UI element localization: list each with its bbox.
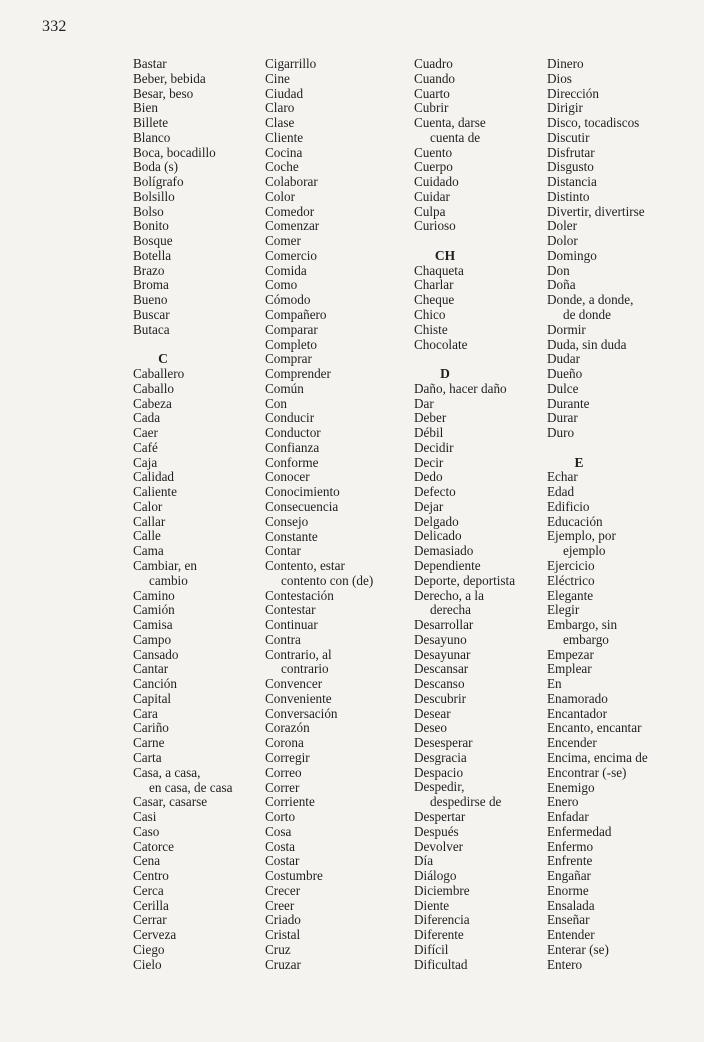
word-entry: Comprar bbox=[265, 351, 312, 367]
word-entry: Doler bbox=[547, 218, 578, 234]
word-entry: Contra bbox=[265, 631, 301, 647]
word-entry: Edad bbox=[547, 484, 575, 500]
word-entry: Buscar bbox=[133, 307, 170, 323]
word-entry-line: Donde, a donde, bbox=[547, 292, 634, 308]
word-entry: Corazón bbox=[265, 720, 310, 736]
word-entry: Ciudad bbox=[265, 85, 304, 101]
word-entry-continuation: cambio bbox=[149, 572, 188, 588]
word-entry: Dirigir bbox=[547, 100, 583, 116]
word-entry-continuation: cuenta de bbox=[430, 129, 481, 145]
section-letter: CH bbox=[434, 247, 456, 263]
word-entry: Cine bbox=[265, 70, 290, 86]
word-entry: Billete bbox=[133, 115, 169, 131]
word-entry: Enorme bbox=[547, 882, 589, 898]
word-entry: Dirección bbox=[547, 85, 599, 101]
word-entry: Delicado bbox=[414, 528, 462, 544]
word-entry: Charlar bbox=[414, 277, 454, 293]
word-entry: Conocer bbox=[265, 469, 310, 485]
word-entry: Chocolate bbox=[414, 336, 468, 352]
word-entry: Descubrir bbox=[414, 690, 466, 706]
word-entry: Diálogo bbox=[414, 868, 457, 884]
word-entry: Caballo bbox=[133, 380, 175, 396]
word-entry-line: Cuenta, darse bbox=[414, 115, 486, 131]
word-entry: Completo bbox=[265, 336, 318, 352]
word-entry: Don bbox=[547, 262, 570, 278]
word-entry: Costumbre bbox=[265, 868, 323, 884]
word-entry: Bolígrafo bbox=[133, 174, 184, 190]
word-entry: Boca, bocadillo bbox=[133, 144, 216, 160]
word-entry: Centro bbox=[133, 868, 169, 884]
section-letter: C bbox=[158, 351, 168, 367]
word-entry: Cheque bbox=[414, 292, 455, 308]
word-entry: Callar bbox=[133, 513, 166, 529]
word-entry: Capital bbox=[133, 690, 172, 706]
word-entry: Constante bbox=[265, 528, 318, 544]
word-entry: Cliente bbox=[265, 129, 304, 145]
word-entry: Comparar bbox=[265, 321, 318, 337]
word-entry: Clase bbox=[265, 115, 295, 131]
word-entry: Consecuencia bbox=[265, 498, 339, 514]
word-entry: Coche bbox=[265, 159, 299, 175]
word-entry: Cigarrillo bbox=[265, 56, 317, 71]
word-entry: Boda (s) bbox=[133, 159, 179, 175]
word-entry: Blanco bbox=[133, 129, 171, 145]
word-entry: Dejar bbox=[414, 498, 444, 514]
word-entry-line: Derecho, a la bbox=[414, 587, 484, 603]
word-entry bbox=[547, 618, 697, 648]
word-entry: Corto bbox=[265, 809, 296, 825]
word-entry: Casar, casarse bbox=[133, 794, 208, 810]
word-entry: Enero bbox=[547, 794, 579, 810]
word-entry: Casi bbox=[133, 809, 157, 825]
word-entry: Cielo bbox=[133, 956, 162, 972]
word-entry bbox=[265, 559, 405, 589]
word-entry: Desarrollar bbox=[414, 617, 474, 633]
word-entry: Bueno bbox=[133, 292, 168, 308]
word-entry: Domingo bbox=[547, 247, 597, 263]
word-entry: Con bbox=[265, 395, 287, 411]
word-entry bbox=[265, 648, 405, 678]
word-entry: Correr bbox=[265, 779, 300, 795]
word-column-1 bbox=[133, 57, 251, 972]
word-entry: Catorce bbox=[133, 838, 175, 854]
word-entry: Conversación bbox=[265, 705, 338, 721]
word-entry-line: Contrario, al bbox=[265, 646, 332, 662]
word-entry-continuation: en casa, de casa bbox=[149, 779, 233, 795]
word-entry: Dar bbox=[414, 395, 434, 411]
word-entry: Enamorado bbox=[547, 690, 608, 706]
word-entry: Conductor bbox=[265, 425, 321, 441]
word-entry: Ensalada bbox=[547, 897, 595, 913]
section-gap bbox=[414, 234, 539, 249]
word-entry-continuation: contrario bbox=[281, 661, 329, 677]
word-entry: Beber, bebida bbox=[133, 70, 206, 86]
word-entry: Conocimiento bbox=[265, 484, 340, 500]
word-entry: Contar bbox=[265, 543, 301, 559]
word-entry: Enfadar bbox=[547, 809, 589, 825]
word-entry: Ejercicio bbox=[547, 558, 595, 574]
word-entry: Bolsillo bbox=[133, 188, 175, 204]
word-entry: Cubrir bbox=[414, 100, 449, 116]
word-entry: Diferencia bbox=[414, 912, 470, 928]
word-entry: Comprender bbox=[265, 366, 331, 382]
word-entry: Calidad bbox=[133, 469, 175, 485]
word-entry-continuation: contento con (de) bbox=[281, 572, 374, 588]
word-entry: Correo bbox=[265, 764, 302, 780]
word-entry: Deporte, deportista bbox=[414, 572, 516, 588]
word-entry: Divertir, divertirse bbox=[547, 203, 645, 219]
word-entry bbox=[414, 116, 539, 146]
word-entry bbox=[547, 529, 697, 559]
word-entry: Culpa bbox=[414, 203, 446, 219]
word-entry: Botella bbox=[133, 247, 172, 263]
word-entry: Cariño bbox=[133, 720, 169, 736]
word-entry: Cosa bbox=[265, 823, 292, 839]
word-entry: Campo bbox=[133, 631, 172, 647]
word-entry: Caliente bbox=[133, 484, 177, 500]
word-entry: Diente bbox=[414, 897, 450, 913]
word-entry: Camisa bbox=[133, 617, 173, 633]
word-entry: Encantador bbox=[547, 705, 608, 721]
word-entry-continuation: ejemplo bbox=[563, 543, 606, 559]
word-entry: Cristal bbox=[265, 927, 301, 943]
word-entry: Calle bbox=[133, 528, 161, 544]
word-entry: Butaca bbox=[133, 321, 170, 337]
word-entry: Bastar bbox=[133, 56, 167, 71]
word-entry: Durante bbox=[547, 395, 590, 411]
word-entry: Colaborar bbox=[265, 174, 318, 190]
word-entry-continuation: despedirse de bbox=[430, 794, 502, 810]
word-entry: Cantar bbox=[133, 661, 169, 677]
word-entry: Desesperar bbox=[414, 735, 473, 751]
word-entry: Corriente bbox=[265, 794, 315, 810]
word-entry: Débil bbox=[414, 425, 444, 441]
word-entry: Dudar bbox=[547, 351, 580, 367]
word-entry: Criado bbox=[265, 912, 301, 928]
word-entry: Conducir bbox=[265, 410, 315, 426]
word-entry: Conforme bbox=[265, 454, 319, 470]
word-entry: Comercio bbox=[265, 247, 318, 263]
word-entry: Encender bbox=[547, 735, 597, 751]
word-entry: Despacio bbox=[414, 764, 464, 780]
word-entry: Crecer bbox=[265, 882, 301, 898]
word-entry: Devolver bbox=[414, 838, 464, 854]
word-entry bbox=[414, 589, 539, 619]
word-entry: Cuadro bbox=[414, 56, 453, 71]
word-entry: Costar bbox=[265, 853, 300, 869]
word-entry: Compañero bbox=[265, 307, 327, 323]
word-entry: Camión bbox=[133, 602, 175, 618]
word-entry: Cerrar bbox=[133, 912, 167, 928]
word-entry: Cuidar bbox=[414, 188, 450, 204]
word-entry: Después bbox=[414, 823, 459, 839]
word-entry: Ciego bbox=[133, 941, 165, 957]
word-entry: Bonito bbox=[133, 218, 169, 234]
word-entry: Dolor bbox=[547, 233, 578, 249]
word-entry: Color bbox=[265, 188, 296, 204]
word-entry: Descansar bbox=[414, 661, 469, 677]
word-entry: Dificultad bbox=[414, 956, 468, 972]
word-entry: Caer bbox=[133, 425, 158, 441]
word-entry: Entender bbox=[547, 927, 595, 943]
word-entry: Convencer bbox=[265, 676, 323, 692]
word-entry: Cómodo bbox=[265, 292, 311, 308]
word-entry: Despertar bbox=[414, 809, 466, 825]
word-entry: Corregir bbox=[265, 749, 310, 765]
word-entry: Elegir bbox=[547, 602, 580, 618]
word-entry: Cuarto bbox=[414, 85, 450, 101]
word-entry: Cuento bbox=[414, 144, 453, 160]
word-entry: Desear bbox=[414, 705, 451, 721]
word-entry: Demasiado bbox=[414, 543, 474, 559]
word-entry: Encontrar (-se) bbox=[547, 764, 627, 780]
word-entry-line: Embargo, sin bbox=[547, 617, 618, 633]
word-entry: Dueño bbox=[547, 366, 583, 382]
word-entry: Corona bbox=[265, 735, 304, 751]
word-entry: Decidir bbox=[414, 439, 454, 455]
word-entry: Caballero bbox=[133, 366, 185, 382]
word-entry: Besar, beso bbox=[133, 85, 194, 101]
word-column-3 bbox=[414, 57, 539, 972]
word-entry bbox=[133, 766, 251, 796]
word-entry: Dedo bbox=[414, 469, 443, 485]
word-entry: Doña bbox=[547, 277, 576, 293]
word-entry: Consejo bbox=[265, 513, 309, 529]
word-entry-line: Cambiar, en bbox=[133, 558, 197, 574]
word-entry: Entero bbox=[547, 956, 583, 972]
word-entry: Contestar bbox=[265, 602, 316, 618]
word-entry: Claro bbox=[265, 100, 295, 116]
word-entry: Eléctrico bbox=[547, 572, 595, 588]
word-entry: Caso bbox=[133, 823, 160, 839]
word-entry: Comer bbox=[265, 233, 301, 249]
word-entry: Duda, sin duda bbox=[547, 336, 627, 352]
word-entry: Diferente bbox=[414, 927, 464, 943]
word-entry-continuation: embargo bbox=[563, 631, 609, 647]
word-entry: Dormir bbox=[547, 321, 586, 337]
word-entry: Continuar bbox=[265, 617, 318, 633]
word-entry: Deber bbox=[414, 410, 447, 426]
word-entry: Creer bbox=[265, 897, 295, 913]
word-entry: Cara bbox=[133, 705, 158, 721]
word-entry: Día bbox=[414, 853, 434, 869]
word-entry: En bbox=[547, 676, 562, 692]
word-entry: Educación bbox=[547, 513, 603, 529]
word-entry bbox=[133, 559, 251, 589]
word-entry: Enseñar bbox=[547, 912, 590, 928]
word-entry: Curioso bbox=[414, 218, 456, 234]
word-entry: Disgusto bbox=[547, 159, 594, 175]
word-entry: Enterar (se) bbox=[547, 941, 609, 957]
word-entry: Cruzar bbox=[265, 956, 301, 972]
word-entry: Dinero bbox=[547, 56, 584, 71]
word-entry: Como bbox=[265, 277, 298, 293]
word-column-2 bbox=[265, 57, 405, 972]
section-gap bbox=[133, 338, 251, 353]
word-entry: Distancia bbox=[547, 174, 597, 190]
word-entry: Chiste bbox=[414, 321, 448, 337]
word-entry: Cansado bbox=[133, 646, 179, 662]
word-entry: Disco, tocadiscos bbox=[547, 115, 640, 131]
word-entry: Enfermo bbox=[547, 838, 594, 854]
word-entry: Empezar bbox=[547, 646, 594, 662]
word-entry: Desgracia bbox=[414, 749, 467, 765]
word-entry-continuation: de donde bbox=[563, 307, 611, 323]
word-entry-line: Ejemplo, por bbox=[547, 528, 616, 544]
word-entry-line: Contento, estar bbox=[265, 558, 345, 574]
word-entry: Decir bbox=[414, 454, 444, 470]
word-entry: Bolso bbox=[133, 203, 164, 219]
word-entry: Dulce bbox=[547, 380, 579, 396]
word-entry: Daño, hacer daño bbox=[414, 380, 507, 396]
word-entry: Camino bbox=[133, 587, 175, 603]
word-entry: Calor bbox=[133, 498, 163, 514]
word-entry: Desayuno bbox=[414, 631, 467, 647]
word-entry: Enfrente bbox=[547, 853, 593, 869]
word-entry: Brazo bbox=[133, 262, 165, 278]
page-number: 332 bbox=[42, 18, 67, 35]
word-entry: Encanto, encantar bbox=[547, 720, 642, 736]
word-entry: Desayunar bbox=[414, 646, 471, 662]
word-entry: Cerveza bbox=[133, 927, 177, 943]
word-entry bbox=[547, 293, 697, 323]
word-entry: Enfermedad bbox=[547, 823, 612, 839]
word-entry: Duro bbox=[547, 425, 575, 441]
word-entry: Delgado bbox=[414, 513, 459, 529]
word-entry: Confianza bbox=[265, 439, 320, 455]
word-entry: Comenzar bbox=[265, 218, 320, 234]
word-entry: Bien bbox=[133, 100, 158, 116]
word-entry: Cocina bbox=[265, 144, 303, 160]
word-entry: Cada bbox=[133, 410, 161, 426]
word-entry: Canción bbox=[133, 676, 177, 692]
section-gap bbox=[547, 441, 697, 456]
word-entry: Cuando bbox=[414, 70, 456, 86]
word-entry: Común bbox=[265, 380, 304, 396]
word-entry: Broma bbox=[133, 277, 169, 293]
word-entry bbox=[414, 780, 539, 810]
word-column-4 bbox=[547, 57, 697, 972]
word-entry: Durar bbox=[547, 410, 578, 426]
word-entry: Chaqueta bbox=[414, 262, 464, 278]
word-entry: Bosque bbox=[133, 233, 173, 249]
section-letter: D bbox=[440, 366, 450, 382]
word-entry: Echar bbox=[547, 469, 578, 485]
word-entry: Cama bbox=[133, 543, 164, 559]
word-entry: Difícil bbox=[414, 941, 449, 957]
word-entry: Conveniente bbox=[265, 690, 332, 706]
word-entry: Cruz bbox=[265, 941, 291, 957]
word-entry: Carta bbox=[133, 749, 162, 765]
section-letter: E bbox=[574, 454, 584, 470]
word-entry: Diciembre bbox=[414, 882, 470, 898]
word-entry: Comida bbox=[265, 262, 307, 278]
word-entry: Comedor bbox=[265, 203, 315, 219]
word-entry: Cena bbox=[133, 853, 161, 869]
section-gap bbox=[414, 352, 539, 367]
word-entry: Deseo bbox=[414, 720, 447, 736]
word-entry-line: Despedir, bbox=[414, 779, 465, 795]
word-entry: Cuerpo bbox=[414, 159, 453, 175]
word-entry: Distinto bbox=[547, 188, 590, 204]
word-entry-continuation: derecha bbox=[430, 602, 471, 618]
word-entry: Costa bbox=[265, 838, 296, 854]
word-entry: Edificio bbox=[547, 498, 590, 514]
word-entry: Chico bbox=[414, 307, 446, 322]
word-entry: Caja bbox=[133, 454, 158, 470]
word-entry: Discutir bbox=[547, 129, 590, 145]
word-entry: Encima, encima de bbox=[547, 749, 648, 765]
word-entry: Engañar bbox=[547, 868, 591, 884]
word-entry: Elegante bbox=[547, 587, 594, 603]
word-entry: Cuidado bbox=[414, 174, 459, 190]
word-entry: Cabeza bbox=[133, 395, 172, 411]
word-entry: Cerilla bbox=[133, 897, 169, 913]
word-entry: Defecto bbox=[414, 484, 456, 500]
word-entry: Disfrutar bbox=[547, 144, 595, 160]
word-entry: Café bbox=[133, 439, 158, 455]
word-entry: Carne bbox=[133, 735, 165, 751]
word-entry: Enemigo bbox=[547, 779, 595, 795]
word-entry: Emplear bbox=[547, 661, 592, 677]
word-entry: Contestación bbox=[265, 587, 334, 603]
word-entry: Dios bbox=[547, 70, 572, 86]
word-entry: Descanso bbox=[414, 676, 465, 692]
word-entry-line: Casa, a casa, bbox=[133, 764, 201, 780]
word-entry: Cerca bbox=[133, 882, 164, 898]
word-entry: Dependiente bbox=[414, 558, 481, 573]
